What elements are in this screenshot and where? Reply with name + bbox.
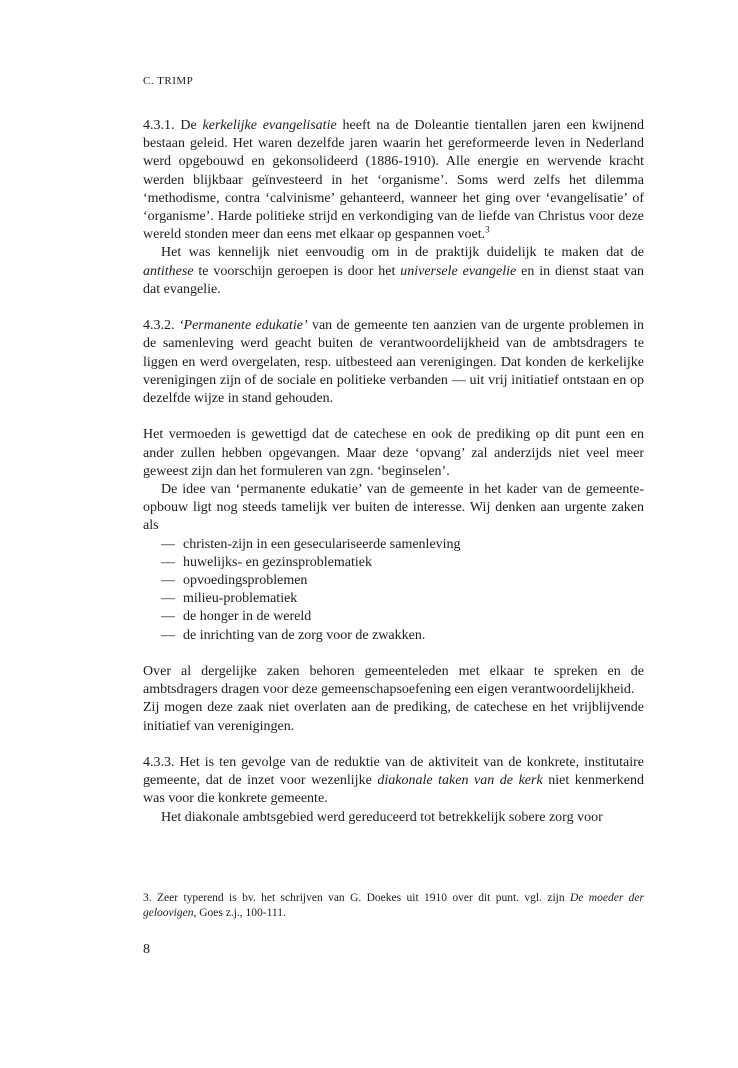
page-number: 8 xyxy=(143,942,150,957)
dash-mark: — xyxy=(161,536,175,552)
footnote xyxy=(143,891,644,921)
section-4-3-2-paragraph-3: De idee van ‘permanente edukatie’ van de gemeente in het kader van de gemeente-opbouw ligt nog steeds tamelijk ver buiten de interesse. Wij denken aan urgente zaken als xyxy=(143,482,644,534)
list-item xyxy=(161,627,644,645)
section-4-3-3-paragraph xyxy=(143,754,644,809)
footnote-reference: 3 xyxy=(485,224,490,235)
paragraph-text: heeft na de Doleantie tientallen jaren een kwijnend bestaan geleid. Het waren dezelfde jaren waarin het gereformeerde leven in Nederland werd opgebouwd en gekonsolideerd (1886-1910). Alle energie en wervende kracht werden blijkbaar geïnvesteerd in het ‘organisme’. Soms werd zelfs het dilemma ‘methodisme, contra ‘calvinisme’ gehanteerd, wanneer het ging over ‘evangelisatie’ of ‘organisme’. Harde politieke strijd en verkondiging van de liefde van Christus voor deze wereld stonden meer dan eens met elkaar op gespannen voet. xyxy=(143,118,644,243)
list-item xyxy=(161,590,644,608)
spacer xyxy=(143,736,644,754)
urgent-topics-list xyxy=(143,536,644,645)
list-item-text: opvoedingsproblemen xyxy=(183,573,308,589)
list-item-text: huwelijks- en gezinsproblematiek xyxy=(183,554,372,570)
section-4-3-1-paragraph xyxy=(143,117,644,244)
emphasis: De moeder der geloovigen xyxy=(143,892,645,919)
emphasis: diakonale taken van de kerk xyxy=(377,773,543,789)
emphasis: antithese xyxy=(143,263,194,279)
dash-mark: — xyxy=(161,627,175,643)
emphasis: universele evangelie xyxy=(400,263,517,279)
footnote-text: 3. Zeer typerend is bv. het schrijven van G. Doekes uit 1910 over dit punt. vgl. zijn xyxy=(143,892,571,904)
running-head: C. TRIMP xyxy=(143,75,194,87)
dash-mark: — xyxy=(161,609,175,625)
section-4-3-2-paragraph-5: Zij mogen deze zaak niet overlaten aan de prediking, de catechese en het vrijblijvende initiatief van verenigingen. xyxy=(143,700,644,734)
section-4-3-2-paragraph-2: Het vermoeden is gewettigd dat de catechese en ook de prediking op dit punt een en ander zullen hebben opgevangen. Maar deze ‘opvang’ zal anderzijds niet veel meer geweest zijn dan het formuleren van zgn. ‘beginselen’. xyxy=(143,427,644,479)
list-item-text: christen-zijn in een geseculariseerde samenleving xyxy=(183,536,461,552)
spacer xyxy=(143,299,644,317)
paragraph-text: 4.3.3. Het is ten gevolge van de reduktie van de aktiviteit van de konkrete, institutaire gemeente, dat de inzet voor wezenlijke xyxy=(143,755,644,789)
list-item xyxy=(161,608,644,626)
body-text xyxy=(143,117,644,827)
dash-mark: — xyxy=(161,573,175,589)
dash-mark: — xyxy=(161,554,175,570)
section-4-3-1-paragraph-2 xyxy=(143,244,644,299)
section-number: 4.3.2. xyxy=(143,318,179,334)
section-4-3-2-paragraph-4: Over al dergelijke zaken behoren gemeenteleden met elkaar te spreken en de ambtsdragers dragen voor deze gemeenschapsoefening een eigen verantwoordelijkheid. xyxy=(143,664,644,698)
list-item xyxy=(161,572,644,590)
spacer xyxy=(143,408,644,426)
paragraph-text: van de gemeente ten aanzien van de urgente problemen in de samenleving werd geacht buiten de verantwoordelijkheid van de ambtsdragers te liggen en werd overgelaten, resp. uitbesteed aan verenigingen. Dat konden de kerkelijke verenigingen zijn of de sociale en politieke verbanden — uit vrij initiatief ontstaan en op dezelfde wijze in stand gehouden. xyxy=(143,318,645,407)
paragraph-text: en in dienst staat van dat evangelie. xyxy=(143,263,644,297)
paragraph-text: Het was kennelijk niet eenvoudig om in de praktijk duidelijk te maken dat de xyxy=(161,245,644,261)
paragraph-text: niet kenmerkend was voor die konkrete gemeente. xyxy=(143,773,644,807)
spacer xyxy=(143,645,644,663)
paragraph-text: te voorschijn geroepen is door het xyxy=(193,263,401,279)
emphasis: ‘Permanente edukatie’ xyxy=(178,318,308,334)
list-item-text: milieu-problematiek xyxy=(183,591,298,607)
list-item-text: de inrichting van de zorg voor de zwakken. xyxy=(183,627,426,643)
section-number: 4.3.1. De xyxy=(143,118,203,133)
list-item xyxy=(161,536,644,554)
emphasis: kerkelijke evangelisatie xyxy=(202,118,337,133)
list-item xyxy=(161,554,644,572)
dash-mark: — xyxy=(161,591,175,607)
list-item-text: de honger in de wereld xyxy=(183,609,312,625)
section-4-3-3-paragraph-2: Het diakonale ambtsgebied werd gereduceerd tot betrekkelijk sobere zorg voor xyxy=(161,809,603,825)
section-4-3-2-paragraph xyxy=(143,317,644,408)
footnote-text: , Goes z.j., 100-111. xyxy=(193,907,286,919)
